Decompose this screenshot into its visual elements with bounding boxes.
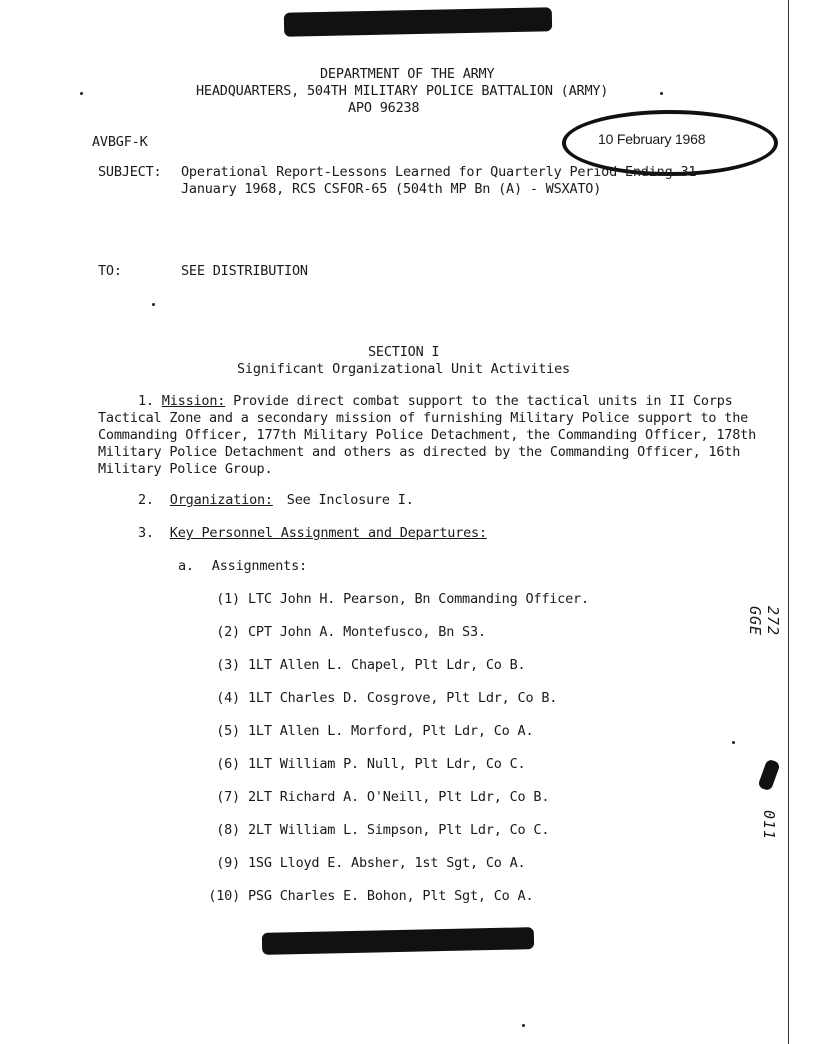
assignments-subheading (178, 558, 307, 574)
paragraph-key-personnel (138, 525, 487, 541)
assignment-number: (1) (216, 591, 240, 607)
paragraph-organization (138, 492, 414, 508)
section-subtitle: Significant Organizational Unit Activities (237, 361, 570, 377)
organization-text: See Inclosure I. (286, 492, 414, 508)
apo-heading: APO 96238 (348, 100, 420, 116)
assignment-text: 1LT William P. Null, Plt Ldr, Co C. (248, 756, 526, 772)
assignments-heading: Assignments: (211, 558, 307, 574)
speck (660, 92, 663, 95)
subject-line-1: Operational Report-Lessons Learned for Quarterly Period Ending 31 (181, 164, 697, 180)
mission-number: 1. (138, 393, 154, 409)
assignment-row (196, 624, 486, 640)
assignment-number: (2) (216, 624, 240, 640)
speck (732, 741, 735, 744)
assignment-text: 1LT Allen L. Chapel, Plt Ldr, Co B. (248, 657, 526, 673)
subject-label: SUBJECT: (98, 164, 162, 180)
assignment-number: (7) (216, 789, 240, 805)
assignment-number: (10) (208, 888, 240, 904)
organization-heading: Organization: (169, 492, 273, 508)
paragraph-mission (98, 393, 758, 478)
assignment-row (196, 723, 533, 739)
assignment-row (196, 657, 525, 673)
assignment-row (196, 888, 533, 904)
organization-number: 2. (138, 492, 154, 508)
assignment-text: 2LT Richard A. O'Neill, Plt Ldr, Co B. (248, 789, 550, 805)
assignment-number: (5) (216, 723, 240, 739)
assignment-number: (8) (216, 822, 240, 838)
subject-line-2: January 1968, RCS CSFOR-65 (504th MP Bn (A) - WSXATO) (181, 181, 602, 197)
assignment-number: (4) (216, 690, 240, 706)
document-date: 10 February 1968 (598, 131, 706, 147)
headquarters-heading: HEADQUARTERS, 504TH MILITARY POLICE BATTALION (ARMY) (196, 83, 609, 99)
assignment-number: (6) (216, 756, 240, 772)
mission-heading: Mission: (161, 393, 226, 409)
speck (80, 92, 83, 95)
assignment-text: PSG Charles E. Bohon, Plt Sgt, Co A. (248, 888, 534, 904)
speck (522, 1024, 525, 1027)
assignment-text: 1LT Charles D. Cosgrove, Plt Ldr, Co B. (248, 690, 558, 706)
page-edge-line (788, 0, 790, 1044)
margin-note-2: 011 (760, 810, 778, 841)
mission-text: Provide direct combat support to the tactical units in II Corps Tactical Zone and a secondary mission of furnishing Military Police support to the Commanding Officer, 177th Military Police Detachment, the Commanding Officer, 178th Military Police Detachment and others as directed by the Commanding Officer, 16th Military Police Group. (98, 393, 756, 477)
reference-code: AVBGF-K (92, 134, 148, 150)
assignment-row (196, 822, 549, 838)
key-personnel-number: 3. (138, 525, 154, 541)
margin-note-1: 272 GGE (746, 606, 782, 637)
department-heading: DEPARTMENT OF THE ARMY (320, 66, 495, 82)
key-personnel-heading: Key Personnel Assignment and Departures: (169, 525, 487, 541)
top-redaction-bar (284, 7, 552, 37)
margin-ink-mark (757, 759, 780, 792)
assignment-row (196, 855, 525, 871)
assignment-text: LTC John H. Pearson, Bn Commanding Officer. (248, 591, 589, 607)
assignment-number: (9) (216, 855, 240, 871)
bottom-redaction-bar (262, 927, 534, 955)
speck (152, 303, 155, 306)
assignment-row (196, 591, 589, 607)
assignment-text: CPT John A. Montefusco, Bn S3. (248, 624, 486, 640)
to-label: TO: (98, 263, 122, 279)
assignment-text: 1SG Lloyd E. Absher, 1st Sgt, Co A. (248, 855, 526, 871)
assignments-letter: a. (178, 558, 194, 574)
assignment-number: (3) (216, 657, 240, 673)
assignment-text: 1LT Allen L. Morford, Plt Ldr, Co A. (248, 723, 534, 739)
section-title: SECTION I (368, 344, 440, 360)
assignment-row (196, 690, 557, 706)
assignment-row (196, 756, 525, 772)
to-value: SEE DISTRIBUTION (181, 263, 308, 279)
assignment-text: 2LT William L. Simpson, Plt Ldr, Co C. (248, 822, 550, 838)
assignment-row (196, 789, 549, 805)
